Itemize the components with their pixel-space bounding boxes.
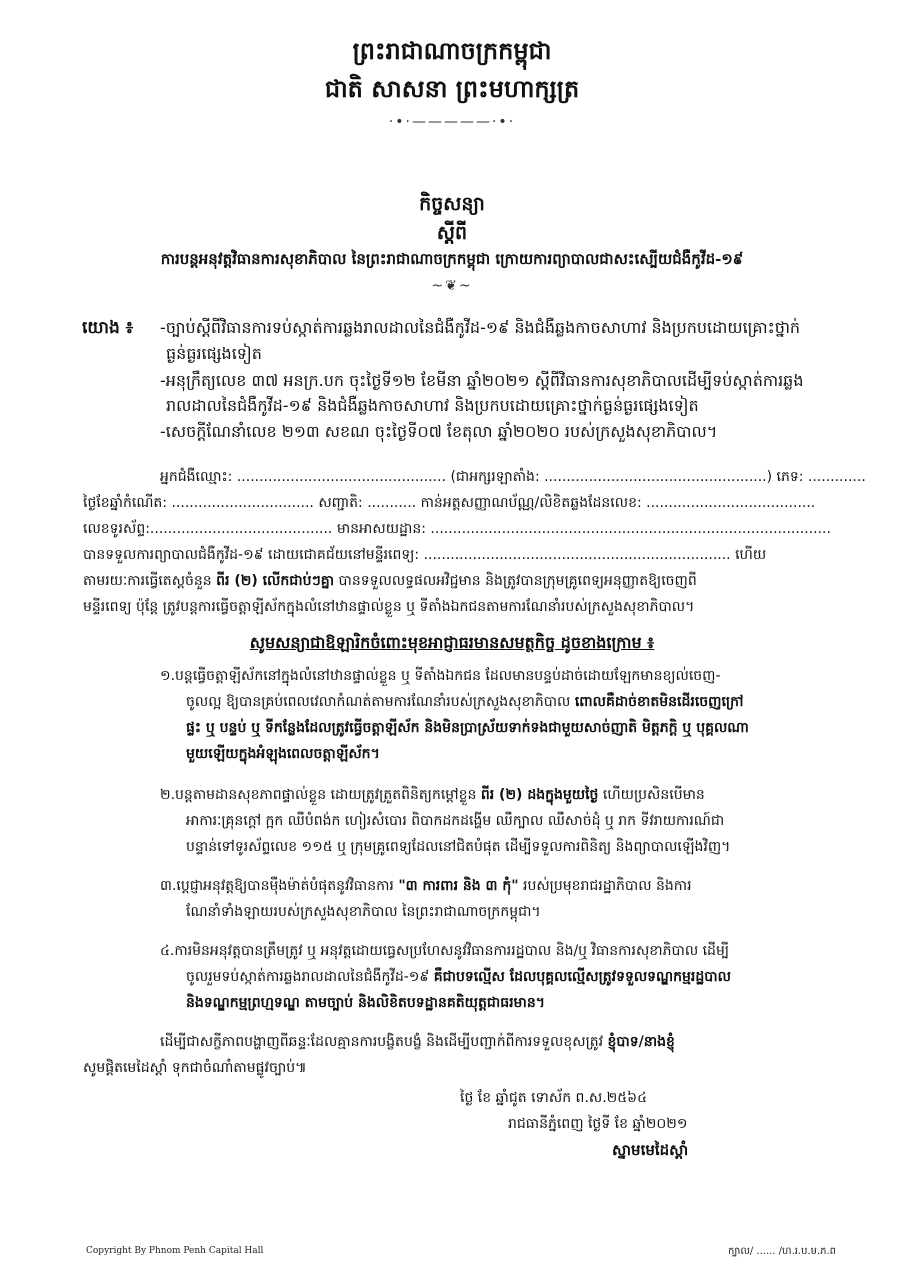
item-1-emphasis: ពោលគឺដាច់ខាតមិនដើរចេញក្រៅ [574, 694, 744, 710]
item-3-line-1 [160, 876, 692, 896]
item-2-line-3: បន្ទាន់ទៅទូរស័ព្ទលេខ ១១៥ ឬ ក្រុមគ្រូពេទ្យដែលនៅជិតបំផុត ដើម្បីទទួលការពិនិត្យ និងព្យាបាលឡើងវិញ។ [186, 839, 731, 855]
item-1-line-4: មួយឡើយក្នុងអំឡុងពេលចត្តាឡីស័ក។ [186, 746, 380, 762]
item-1-line-1: ១.បន្តធ្វើចត្តាឡីស័កនៅក្នុងលំនៅឋានផ្ទាល់ខ្លួន ឬ ទីតាំងឯកជន ដែលមានបន្ទប់ដាច់ដោយឡែកមានខ្យល់ចេញ- [160, 668, 721, 684]
item-3-text: ៣.ប្តេជ្ញាអនុវត្តឱ្យបានម៉ឺងម៉ាត់បំផុតនូវវិធានការ [160, 878, 399, 894]
discharge-line: មន្ទីរពេទ្យ ប៉ុន្តែ ត្រូវបន្តការធ្វើចត្តាឡីស័កក្នុងលំនៅឋានផ្ទាល់ខ្លួន ឬ ទីតាំងឯកជនតាមការណែនាំរបស់ក្រសួងសុខាភិបាល។ [83, 599, 695, 615]
item-4-line-2 [186, 967, 731, 987]
item-2-text: ២.បន្តតាមដានសុខភាពផ្ទាល់ខ្លួន ដោយត្រូវត្រួតពិនិត្យកម្តៅខ្លួន [160, 787, 481, 803]
closing-line-1 [160, 1032, 675, 1052]
test-count-emphasis: ពីរ (២) លើកជាប់ៗគ្នា [216, 573, 335, 589]
lunar-date: ថ្ងៃ ខែ ឆ្នាំជូត ទោស័ក ព.ស.២៥៦៤ [460, 1090, 648, 1106]
reference-line-5: -សេចក្តីណែនាំលេខ ២១៣ សខណ ចុះថ្ងៃទី០៧ ខែតុលា ឆ្នាំ២០២០ របស់ក្រសួងសុខាភិបាល។ [160, 422, 718, 441]
item-2-line-1 [160, 785, 705, 805]
reference-line-2: ធ្ងន់ធ្ងរផ្សេងទៀត [166, 344, 262, 363]
thumbprint-label: ស្នាមមេដៃស្តាំ [612, 1141, 689, 1159]
item-3-emphasis: "៣ ការពារ និង ៣ កុំ" [398, 878, 519, 894]
national-motto: ជាតិ សាសនា ព្រះមហាក្សត្រ [324, 74, 580, 103]
solar-date: រាជធានីភ្នំពេញ ថ្ងៃទី ខែ ឆ្នាំ២០២១ [508, 1116, 688, 1132]
title-about: ស្តីពី [436, 222, 468, 244]
item-4-text: ចូលរួមទប់ស្កាត់ការឆ្លងរាលដាលនៃជំងឺកូវីដ-១៩ [186, 969, 434, 985]
item-4-line-3: និងទណ្ឌកម្មព្រហ្មទណ្ឌ តាមច្បាប់ និងលិខិតបទដ្ឋានគតិយុត្តជាធរមាន។ [186, 995, 545, 1011]
document-subject: ការបន្តអនុវត្តវិធានការសុខាភិបាល នៃព្រះរាជាណាចក្រកម្ពុជា ក្រោយការព្យាបាលជាសះស្បើយជំងឺកូវីដ-១៩ [160, 250, 744, 268]
item-2-emphasis: ពីរ (២) ដងក្នុងមួយថ្ងៃ [480, 787, 599, 803]
reference-line-4: រាលដាលនៃជំងឺកូវីដ-១៩ និងជំងឺឆ្លងកាចសាហាវ និងប្រកបដោយគ្រោះថ្នាក់ធ្ងន់ធ្ងរផ្សេងទៀត [166, 396, 699, 415]
test-result-line [83, 571, 697, 591]
page-reference-footer: ក្បាល/ ...... /ហ.រ.ប.ម.ភ.ព [728, 1246, 837, 1257]
pledge-heading: សូមសន្យាជាឱឡារិកចំពោះមុខអាជ្ញាធរមានសមត្ថកិច្ច ដូចខាងក្រោម ៖ [249, 633, 655, 652]
closing-line-2: សូមផ្តិតមេដៃស្តាំ ទុកជាចំណាំតាមផ្លូវច្បាប់៕ [83, 1060, 307, 1076]
item-4-line-1: ៤.ការមិនអនុវត្តបានត្រឹមត្រូវ ឬ អនុវត្តដោយធ្វេសប្រហែសនូវវិធានការរដ្ឋបាល និង/ឬ វិធានការសុខាភិបាល ដើម្បី [160, 943, 729, 959]
item-1-text: ចូលល្អ ឱ្យបានគ្រប់ពេលវេលាកំណត់តាមការណែនាំរបស់ក្រសួងសុខាភិបាល [186, 694, 575, 710]
birthdate-nationality-id-field[interactable]: ថ្ងៃខែឆ្នាំកំណើត: ................................ សញ្ជាតិ: ........... កាន់អត្តសញ្ញាណប័ណ្ណ/លិខិតឆ្លងដែនលេខ: ...................................... [83, 495, 816, 511]
copyright-footer: Copyright By Phnom Penh Capital Hall [86, 1246, 264, 1256]
closing-signer: ខ្ញុំបាទ/នាងខ្ញុំ [607, 1034, 675, 1050]
reference-line-3: -អនុក្រឹត្យលេខ ៣៧ អនក្រ.បក ចុះថ្ងៃទី១២ ខែមីនា ឆ្នាំ២០២១ ស្តីពីវិធានការសុខាភិបាលដើម្បីទប់ស្កាត់ការឆ្លង [160, 371, 804, 390]
item-1-line-3: ផ្ទះ ឬ បន្ទប់ ឬ ទីកន្លែងដែលត្រូវធ្វើចត្តាឡីស័ក និងមិនប្រាស្រ័យទាក់ទងជាមួយសាច់ញាតិ មិត្តភក្តិ ឬ បុគ្គលណា [186, 720, 749, 736]
item-2-text-cont: ហើយប្រសិនបើមាន [598, 787, 705, 803]
phone-address-field[interactable]: លេខទូរស័ព្ទ:......................................... មានអាសយដ្ឋាន: .......................................................................................... [83, 521, 831, 537]
reference-label: យោង ៖ [82, 318, 134, 338]
kingdom-heading: ព្រះរាជាណាចក្រកម្ពុជា [352, 36, 552, 65]
test-result-text: តាមរយៈការធ្វើតេស្តចំនួន [83, 573, 217, 589]
reference-line-1: -ច្បាប់ស្តីពីវិធានការទប់ស្កាត់ការឆ្លងរាលដាលនៃជំងឺកូវីដ-១៩ និងជំងឺឆ្លងកាចសាហាវ និងប្រកបដោយគ្រោះថ្នាក់ [160, 318, 801, 337]
hospital-field[interactable]: បានទទួលការព្យាបាលជំងឺកូវីដ-១៩ ដោយជោគជ័យនៅមន្ទីរពេទ្យ: ..................................................................... ហើយ [83, 547, 767, 563]
item-2-line-2: អាការៈគ្រុនក្តៅ ក្អក ឈឺបំពង់ក ហៀរសំបោរ ពិបាកដកដង្ហើម ឈឺក្បាល ឈឺសាច់ដុំ ឬ រាក ទីវរាយការណ៍ជា [186, 813, 725, 829]
item-4-emphasis: គឺជាបទល្មើស ដែលបុគ្គលល្មើសត្រូវទទួលទណ្ឌកម្មរដ្ឋបាល [433, 969, 731, 985]
item-3-text-cont: របស់ប្រមុខរាជរដ្ឋាភិបាល និងការ [518, 878, 692, 894]
item-3-line-2: ណែនាំទាំងឡាយរបស់ក្រសួងសុខាភិបាល នៃព្រះរាជាណាចក្រកម្ពុជា។ [186, 904, 541, 920]
header-ornament: ·•·—————·•· [388, 114, 516, 130]
item-1-line-2 [186, 692, 743, 712]
closing-text: ដើម្បីជាសក្ខីភាពបង្ហាញពីឆន្ទៈដែលគ្មានការបង្ខិតបង្ខំ និងដើម្បីបញ្ជាក់ពីការទទួលខុសត្រូវ [160, 1034, 608, 1050]
test-result-text-cont: បានទទួលលទ្ធផលអវិជ្ជមាន និងត្រូវបានក្រុមគ្រូពេទ្យអនុញ្ញាតឱ្យចេញពី [334, 573, 697, 589]
patient-name-field[interactable]: អ្នកជំងឺឈ្មោះ: ............................................... (ជាអក្សរឡាតាំង: ..................................................) ភេទ: ............. [160, 469, 866, 485]
document-type: កិច្ចសន្យា [419, 193, 485, 215]
title-ornament: ~❦~ [431, 278, 473, 294]
